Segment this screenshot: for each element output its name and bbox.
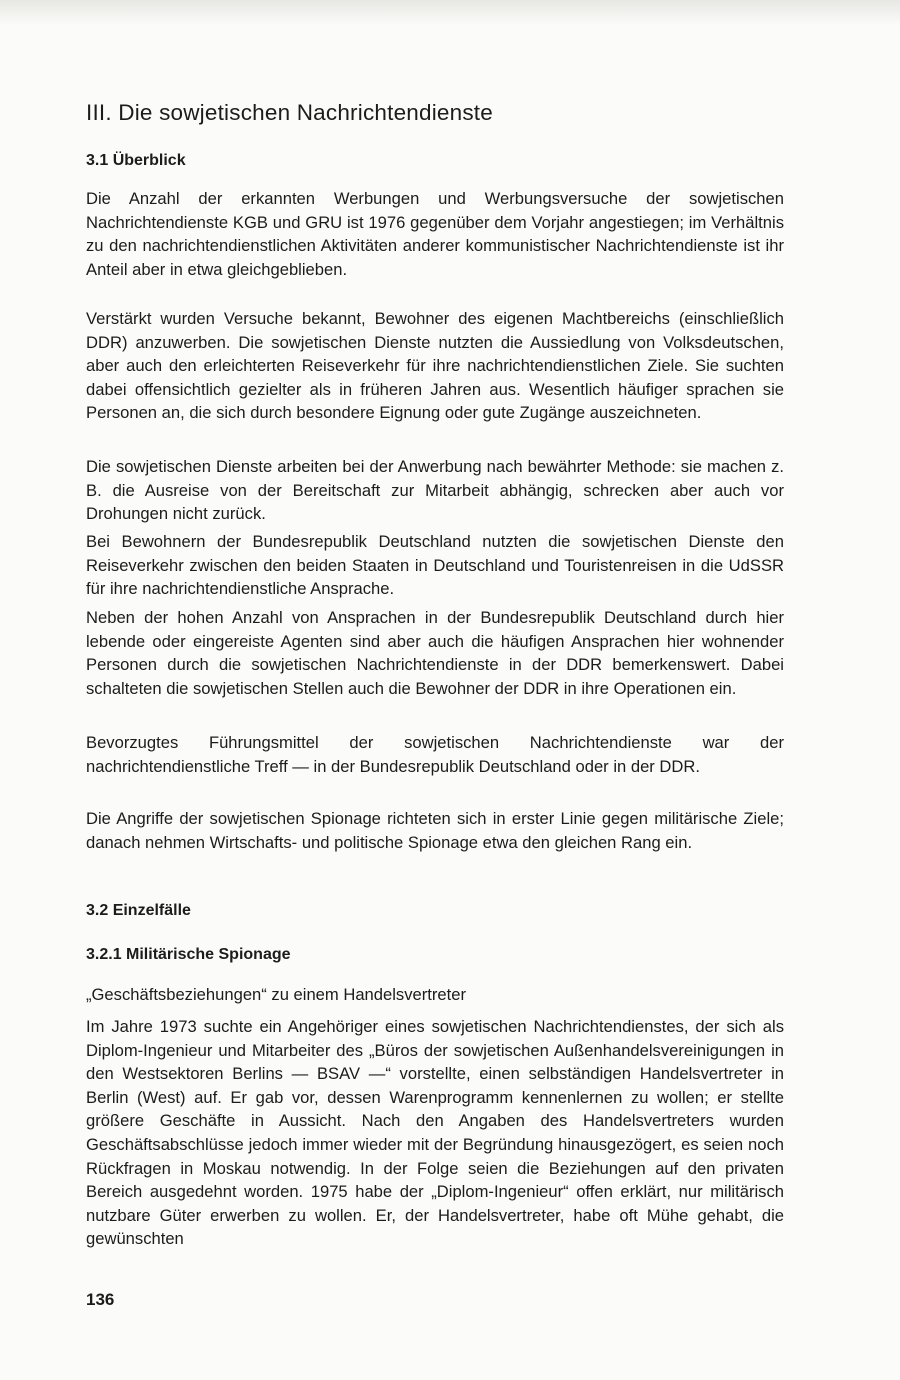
overview-paragraph-5: Neben der hohen Anzahl von Ansprachen in der Bundesrepublik Deutschland durch hier lebende oder eingereiste Agenten sind aber auch die häufigen Ansprachen hier wohnender Personen durch die sowjetischen Nachrichtendienste in der DDR bemerkenswert. Dabei schalteten die sowjetischen Stellen auch die Bewohner der DDR in ihre Operationen ein. (86, 608, 784, 698)
chapter-title: III. Die sowjetischen Nachrichtendienste (86, 100, 493, 125)
subsection-heading-military: 3.2.1 Militärische Spionage (86, 946, 291, 963)
overview-paragraph-1: Die Anzahl der erkannten Werbungen und Werbungsversuche der sowjetischen Nachrichtendienste KGB und GRU ist 1976 gegenüber dem Vorjahr angestiegen; im Verhältnis zu den nachrichtendienstlichen Aktivitäten anderer kommunistischer Nachrichtendienste ist ihr Anteil aber in etwa gleichgeblieben. (86, 189, 784, 279)
page-number: 136 (86, 1290, 115, 1309)
case-title: „Geschäftsbeziehungen“ zu einem Handelsvertreter (86, 985, 467, 1004)
case-paragraph: Im Jahre 1973 suchte ein Angehöriger eines sowjetischen Nachrichtendienstes, der sich als Diplom-Ingenieur und Mitarbeiter des „Büros der sowjetischen Außenhandelsvereinigungen in den Westsektoren Berlins — BSAV —“ vorstellte, einen selbständigen Handelsvertreter in Berlin (West) auf. Er gab vor, dessen Warenprogramm kennenlernen zu wollen; er stellte größere Geschäfte in Aussicht. Nach den Angaben des Handelsvertreters wurden Geschäftsabschlüsse jedoch immer wieder mit der Begründung hinausgezögert, es seien noch Rückfragen in Moskau notwendig. In der Folge seien die Beziehungen auf den privaten Bereich ausgedehnt worden. 1975 habe der „Diplom-Ingenieur“ offen erklärt, nur militärisch nutzbare Güter erwerben zu wollen. Er, der Handelsvertreter, habe oft Mühe gehabt, die gewünschten (86, 1017, 784, 1249)
overview-paragraph-7: Die Angriffe der sowjetischen Spionage richteten sich in erster Linie gegen militärische Ziele; danach nehmen Wirtschafts- und politische Spionage etwa den gleichen Rang ein. (86, 809, 784, 852)
overview-paragraph-6: Bevorzugtes Führungsmittel der sowjetischen Nachrichtendienste war der nachrichtendienstliche Treff — in der Bundesrepublik Deutschland oder in der DDR. (86, 733, 784, 776)
overview-paragraph-4: Bei Bewohnern der Bundesrepublik Deutschland nutzten die sowjetischen Dienste den Reiseverkehr zwischen den beiden Staaten in Deutschland und Touristenreisen in die UdSSR für ihre nachrichtendienstliche Ansprache. (86, 532, 784, 599)
overview-paragraph-3: Die sowjetischen Dienste arbeiten bei der Anwerbung nach bewährter Methode: sie machen z. B. die Ausreise von der Bereitschaft zur Mitarbeit abhängig, schrecken aber auch vor Drohungen nicht zurück. (86, 457, 784, 524)
overview-paragraph-2: Verstärkt wurden Versuche bekannt, Bewohner des eigenen Machtbereichs (einschließlich DDR) anzuwerben. Die sowjetischen Dienste nutzten die Aussiedlung von Volksdeutschen, aber auch den erleichterten Reiseverkehr für ihre nachrichtendienstlichen Ziele. Sie suchten dabei offensichtlich gezielter als in früheren Jahren aus. Wesentlich häufiger sprachen sie Personen an, die sich durch besondere Eignung oder gute Zugänge auszeichneten. (86, 309, 784, 423)
section-heading-cases: 3.2 Einzelfälle (86, 902, 191, 919)
section-heading-overview: 3.1 Überblick (86, 152, 186, 169)
scan-edge (0, 0, 900, 26)
